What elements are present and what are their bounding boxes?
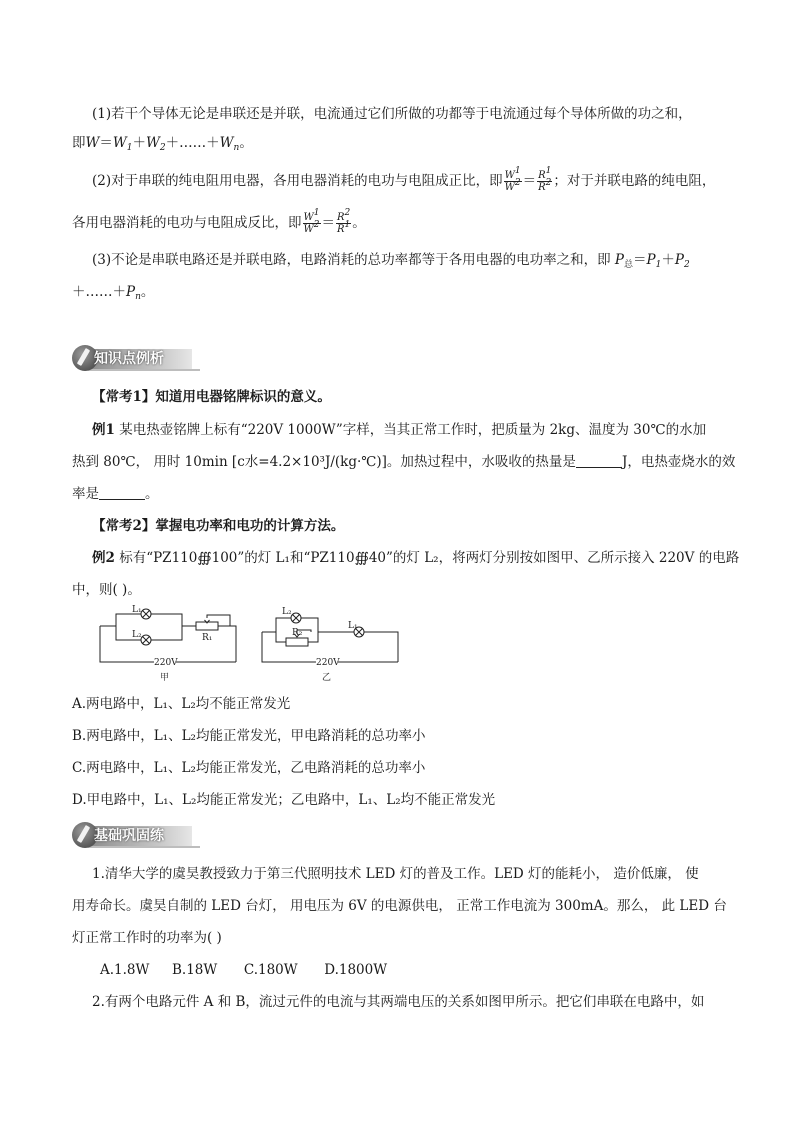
para-2-text-a: (2)对于串联的纯电阻用电器，各用电器消耗的电功与电阻成正比，即 [92, 173, 503, 189]
label-l1-jia: L₁ [132, 605, 142, 615]
example-1-line-2 [72, 452, 735, 472]
para-3-line-1 [92, 250, 690, 270]
question-2-line-1: 2.有两个电路元件 A 和 B，流过元件的电流与其两端电压的关系如图甲所示。把它们串联在电路中，如 [92, 994, 705, 1010]
answer-blank-efficiency[interactable] [99, 485, 145, 500]
section-banner-basic [72, 822, 202, 848]
example-1-text-c: 率是 [72, 486, 99, 502]
q1-option-a[interactable]: A.1.8W [100, 962, 150, 978]
example-2-label: 例2 [92, 550, 115, 566]
example-1-text-c-tail: 。 [145, 486, 159, 502]
label-r2: R₂ [292, 628, 303, 638]
rheostat-r2 [286, 638, 308, 646]
circuit-jia [100, 609, 236, 662]
label-r1: R₁ [202, 633, 213, 643]
para-1-line-2 [72, 133, 253, 153]
caption-yi: 乙 [322, 673, 332, 683]
section-title-basic: 基础巩固练 [94, 828, 164, 844]
para-3-tail: 。 [140, 284, 155, 300]
option-b[interactable]: B.两电路中，L₁、L₂均能正常发光，甲电路消耗的总功率小 [72, 728, 426, 744]
q1-option-b[interactable]: B.18W [171, 962, 218, 978]
para-2-line-1: (2)对于串联的纯电阻用电器，各用电器消耗的电功与电阻成正比，即 $\frac{W^1}{W^2}$ ＝ $\frac{R^1}{R^2}$ ；对于并联电路的纯电阻， [92, 166, 716, 193]
example-1-text-a: 某电热壶铭牌上标有“220V 1000W”字样，当其正常工作时，把质量为 2kg、温度为 30℃的水加 [114, 422, 707, 438]
label-voltage-jia: 220V [154, 658, 178, 668]
formula-work-sum: $W=W_1+W_2+\dots\dots+W_n$ [85, 135, 240, 153]
formula-power-sum-b: $+\dots\dots+P_n$ [72, 284, 141, 302]
label-l2-jia: L₂ [132, 630, 142, 640]
example-1-label: 例1 [92, 422, 115, 438]
para-2-line-2: 各用电器消耗的电功与电阻成反比，即 $\frac{W^1}{W^2}$ ＝ $\frac{R^2}{R^1}$ 。 [72, 208, 366, 235]
fraction-r1-r2: $\frac{R^1}{R^2}$ [538, 166, 552, 193]
question-1-line-2: 用寿命长。虞昊自制的 LED 台灯， 用电压为 6V 的电源供电， 正常工作电流为 300mA。那么， 此 LED 台 [72, 898, 727, 914]
example-1-line-1 [92, 420, 706, 440]
kao-1-heading: 【常考1】知道用电器铭牌标识的意义。 [92, 389, 331, 405]
fraction-w1-w2: $\frac{W^1}{W^2}$ [504, 166, 521, 193]
option-d[interactable]: D.甲电路中，L₁、L₂均能正常发光；乙电路中，L₁、L₂均不能正常发光 [72, 792, 496, 808]
example-2-line-2: 中，则( )。 [72, 582, 141, 598]
q1-option-d[interactable]: D.1800W [324, 962, 388, 978]
para-2-text-b: 各用电器消耗的电功与电阻成反比，即 [72, 215, 302, 231]
example-1-text-b-unit: J，电热壶烧水的效 [621, 454, 736, 470]
section-banner-knowledge [72, 345, 202, 371]
fraction-r2-r1: $\frac{R^2}{R^1}$ [337, 208, 351, 235]
para-3-text: (3)不论是串联电路还是并联电路，电路消耗的总功率都等于各用电器的电功率之和，即 [92, 252, 611, 268]
caption-jia: 甲 [160, 673, 170, 683]
example-1-line-3 [72, 484, 159, 504]
q1-option-c[interactable]: C.180W [243, 962, 298, 978]
para-1-tail: 。 [239, 135, 253, 151]
label-l1-yi: L₁ [348, 621, 358, 631]
example-1-text-b: 热到 80℃， 用时 10min [c水=4.2×10³J/(kg·℃)]。加热过程中，水吸收的热量是 [72, 454, 576, 470]
label-l2-yi: L₂ [282, 607, 292, 617]
section-title-knowledge: 知识点例析 [94, 351, 164, 367]
para-2-tail: 。 [352, 215, 366, 231]
fraction-w1-w2-parallel: $\frac{W^1}{W^2}$ [303, 208, 320, 235]
option-a[interactable]: A.两电路中，L₁、L₂均不能正常发光 [72, 696, 291, 712]
para-1-line-1: (1)若干个导体无论是串联还是并联，电流通过它们所做的功都等于电流通过每个导体所做的功之和， [92, 106, 692, 122]
para-2-text-mid: ；对于并联电路的纯电阻， [553, 173, 716, 189]
question-1-options [100, 960, 387, 980]
para-1-prefix: 即 [72, 135, 86, 151]
circuit-yi [262, 613, 398, 662]
option-c[interactable]: C.两电路中，L₁、L₂均能正常发光，乙电路消耗的总功率小 [72, 760, 426, 776]
formula-power-sum-a: $P_总=P_1+P_2$ [610, 252, 690, 270]
example-2-line-1 [92, 548, 739, 568]
para-3-line-2 [72, 282, 154, 302]
circuit-diagram [96, 604, 416, 686]
question-1-line-3: 灯正常工作时的功率为( ) [72, 930, 222, 946]
kao-2-heading: 【常考2】掌握电功率和电功的计算方法。 [92, 518, 345, 534]
label-voltage-yi: 220V [316, 658, 340, 668]
example-2-text-a: 标有“PZ110∰100”的灯 L₁和“PZ110∰40”的灯 L₂，将两灯分别按如图甲、乙所示接入 220V 的电路 [114, 550, 740, 566]
answer-blank-heat[interactable] [576, 453, 622, 468]
question-1-line-1: 1.清华大学的虞昊教授致力于第三代照明技术 LED 灯的普及工作。LED 灯的能耗小， 造价低廉， 使 [92, 866, 699, 882]
